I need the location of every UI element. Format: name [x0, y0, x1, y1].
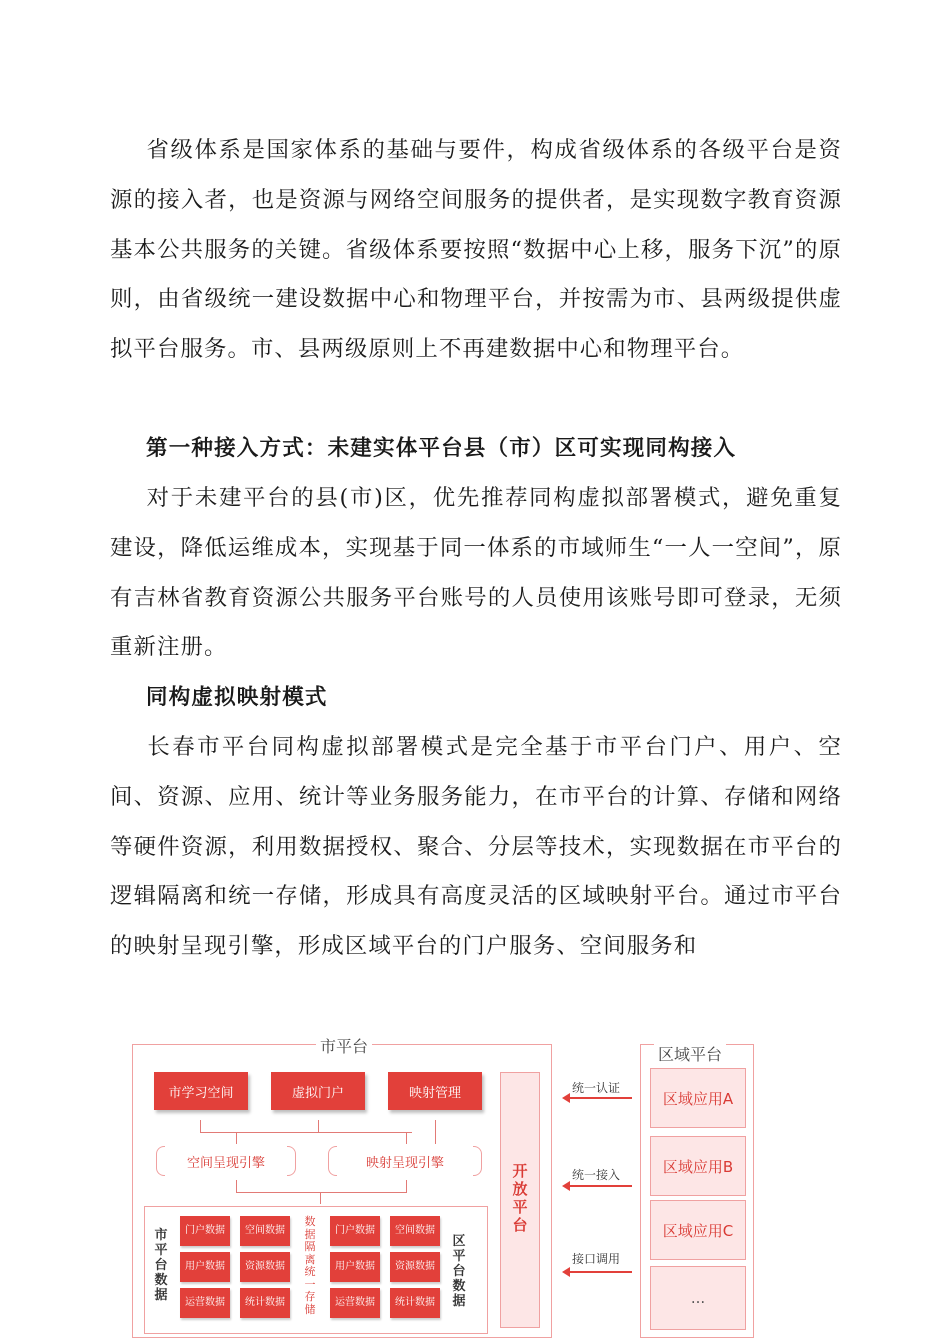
- api-call-arrow: [568, 1271, 632, 1273]
- heading-mapping-mode: 同构虚拟映射模式: [146, 685, 328, 710]
- region-operation-data-cell: 运营 数据: [330, 1288, 380, 1318]
- region-app-a: 区域应用A: [650, 1068, 746, 1128]
- connector-line: [435, 1120, 436, 1144]
- connector-line: [200, 1120, 201, 1132]
- virtual-portal-button: 虚拟门户: [271, 1072, 365, 1110]
- region-app-c: 区域应用C: [650, 1200, 746, 1260]
- region-data-label: 区平台数据: [452, 1234, 466, 1309]
- connector-line: [236, 1132, 412, 1133]
- city-operation-data-cell: 运营 数据: [180, 1288, 230, 1318]
- region-statistics-data-cell: 统计 数据: [390, 1288, 440, 1318]
- unified-auth-arrow: [568, 1097, 632, 1099]
- heading-access-method-1: 第一种接入方式：未建实体平台县（市）区可实现同构接入: [146, 436, 737, 461]
- mapping-management-button: 映射管理: [388, 1072, 482, 1110]
- region-portal-data-cell: 门户 数据: [330, 1216, 380, 1246]
- paragraph-mapping-mode: 长春市平台同构虚拟部署模式是完全基于市平台门户、用户、空间、资源、应用、统计等业务服务能力，在市平台的计算、存储和网络等硬件资源，利用数据授权、聚合、分层等技术，实现数据在市平台的逻辑隔离和统一存储，形成具有高度灵活的区域映射平台。通过市平台的映射呈现引擎，形成区域平台的门户服务、空间服务和: [110, 734, 842, 960]
- connector-line: [236, 1192, 407, 1193]
- city-portal-data-cell: 门户 数据: [180, 1216, 230, 1246]
- region-space-data-cell: 空间 数据: [390, 1216, 440, 1246]
- city-platform-title: 市平台: [316, 1034, 372, 1057]
- city-user-data-cell: 用户 数据: [180, 1252, 230, 1282]
- unified-auth-label: 统一认证: [572, 1081, 621, 1095]
- city-space-data-cell: 空间 数据: [240, 1216, 290, 1246]
- paragraph-intro: 省级体系是国家体系的基础与要件，构成省级体系的各级平台是资源的接入者，也是资源与网络空间服务的提供者，是实现数字教育资源基本公共服务的关键。省级体系要按照“数据中心上移，服务下沉”的原则，由省级统一建设数据中心和物理平台，并按需为市、县两级提供虚拟平台服务。市、县两级原则上不再建数据中心和物理平台。: [110, 137, 842, 363]
- city-data-label: 市平台数据: [154, 1228, 168, 1303]
- architecture-diagram: [130, 1038, 755, 1340]
- mapping-render-engine: 映射呈现引擎: [328, 1146, 482, 1176]
- unified-access-arrow: [568, 1185, 632, 1187]
- unified-access-label: 统一接入: [572, 1168, 621, 1182]
- space-render-engine: 空间呈现引擎: [156, 1146, 296, 1176]
- api-call-label: 接口调用: [572, 1252, 621, 1266]
- connector-line: [236, 1180, 237, 1192]
- paragraph-access-method-1: 对于未建平台的县(市)区，优先推荐同构虚拟部署模式，避免重复建设，降低运维成本，实现基于同一体系的市域师生“一人一空间”，原有吉林省教育资源公共服务平台账号的人员使用该账号即可登录，无须重新注册。: [110, 485, 842, 661]
- connector-line: [320, 1192, 321, 1204]
- connector-line: [200, 1132, 236, 1133]
- connector-line: [406, 1180, 407, 1192]
- connector-line: [406, 1132, 407, 1144]
- connector-line: [318, 1120, 319, 1132]
- region-platform-title: 区域平台: [654, 1042, 726, 1065]
- isolation-storage-label: 数据隔离统一存储: [304, 1215, 316, 1316]
- region-app-b: 区域应用B: [650, 1136, 746, 1196]
- region-app-more: ...: [650, 1266, 746, 1330]
- region-user-data-cell: 用户 数据: [330, 1252, 380, 1282]
- city-resource-data-cell: 资源 数据: [240, 1252, 290, 1282]
- open-platform-label: 开放平台: [512, 1162, 528, 1234]
- city-learning-space-button: 市学习空间: [154, 1072, 248, 1110]
- connector-line: [236, 1132, 237, 1144]
- city-statistics-data-cell: 统计 数据: [240, 1288, 290, 1318]
- region-resource-data-cell: 资源 数据: [390, 1252, 440, 1282]
